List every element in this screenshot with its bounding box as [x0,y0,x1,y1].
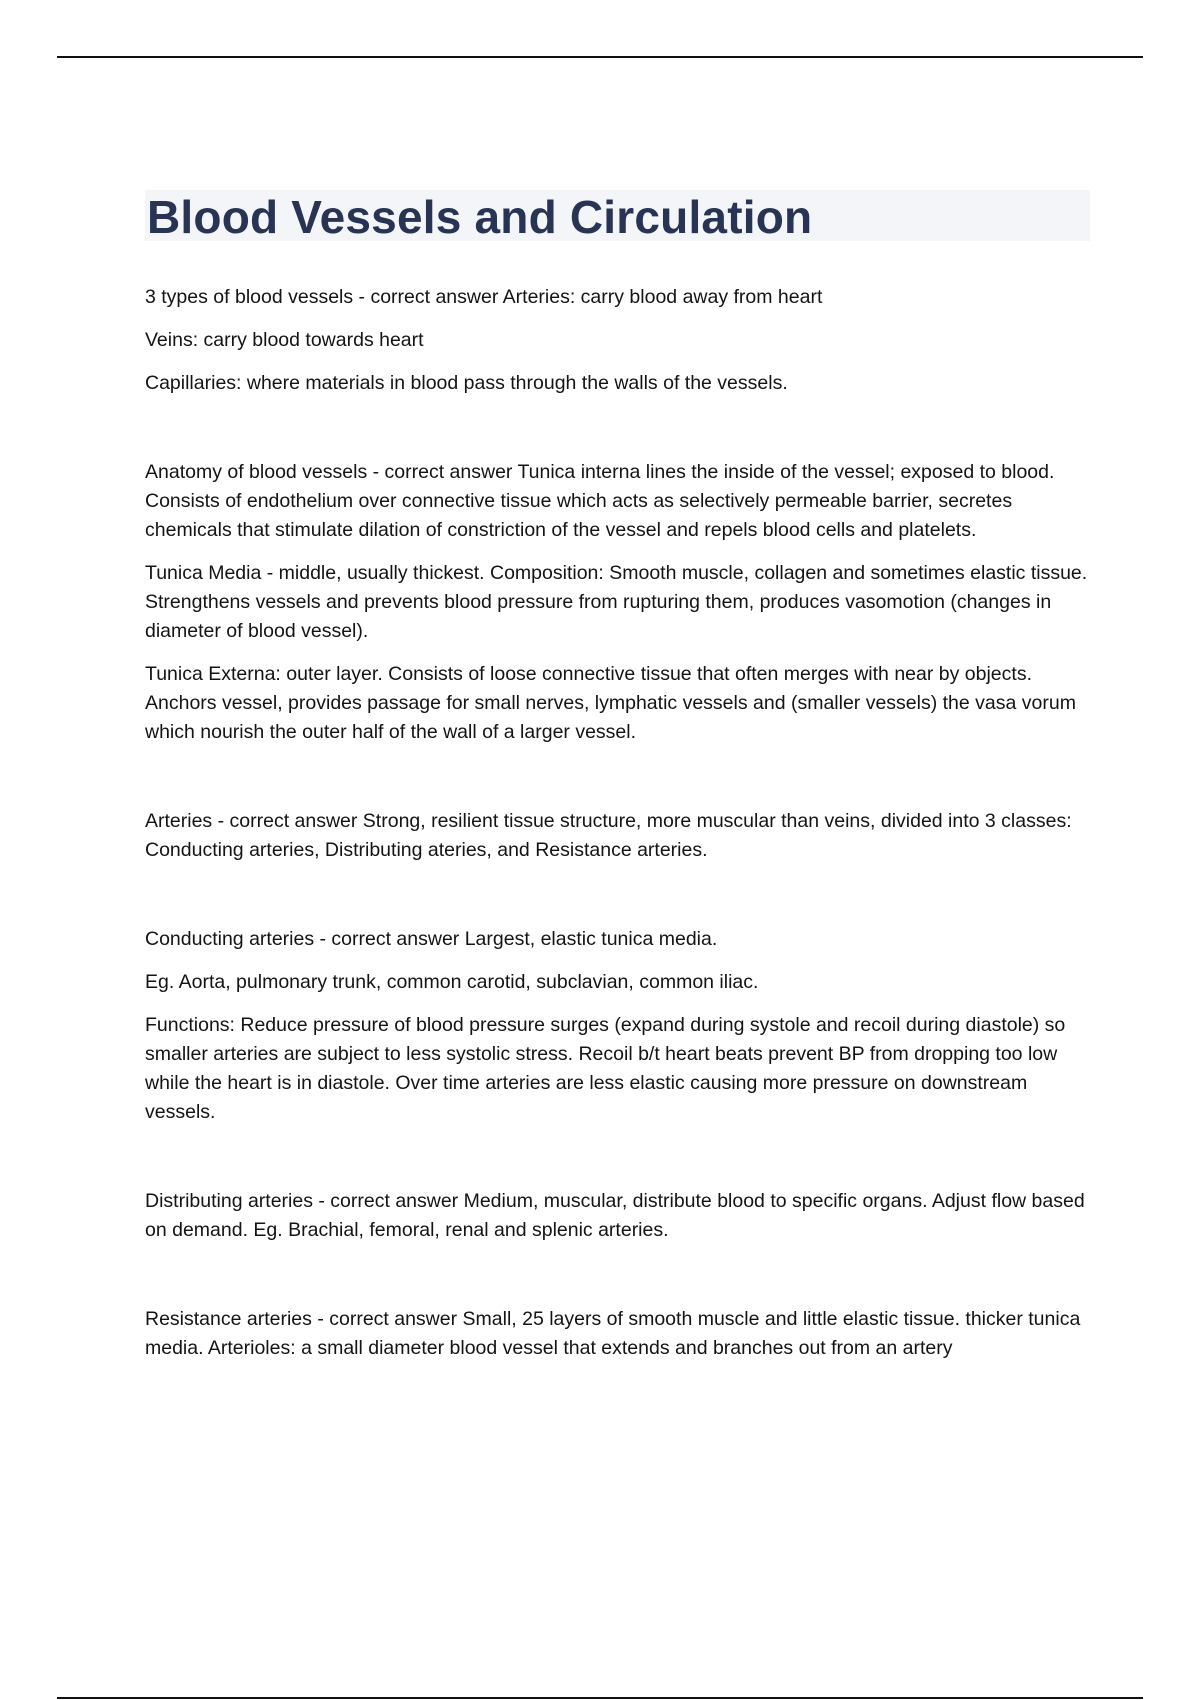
top-rule [57,56,1143,58]
entry-paragraph: Functions: Reduce pressure of blood pressure surges (expand during systole and recoil during diastole) so smaller arteries are subject to less systolic stress. Recoil b/t heart beats prevent BP from dropping too low while the heart is in diastole. Over time arteries are less elastic causing more pressure on downstream vessels. [145,1014,1066,1123]
entry-paragraph: Arteries - correct answer Strong, resilient tissue structure, more muscular than veins, divided into 3 classes: Conducting arteries, Distributing ateries, and Resistance arteries. [145,810,1072,861]
entry-paragraph: Distributing arteries - correct answer Medium, muscular, distribute blood to specific organs. Adjust flow based on demand. Eg. Brachial, femoral, renal and splenic arteries. [145,1190,1085,1241]
page-title: Blood Vessels and Circulation [147,191,813,243]
entry-paragraph: Capillaries: where materials in blood pass through the walls of the vessels. [145,372,788,394]
entry-paragraph: Anatomy of blood vessels - correct answer Tunica interna lines the inside of the vessel; exposed to blood. Consists of endothelium over connective tissue which acts as selectively permeable barrier, secretes chemicals that stimulate dilation of constriction of the vessel and repels blood cells and platelets. [145,461,1055,541]
entry-resistance-arteries [145,1305,1090,1363]
document-body [145,190,1090,1423]
entry-paragraph: Eg. Aorta, pulmonary trunk, common carotid, subclavian, common iliac. [145,971,759,993]
entry-paragraph: Veins: carry blood towards heart [145,329,424,351]
entry-paragraph: Tunica Media - middle, usually thickest. Composition: Smooth muscle, collagen and sometimes elastic tissue. Strengthens vessels and prevents blood pressure from rupturing them, produces vasomotion (changes in diameter of blood vessel). [145,562,1088,642]
entry-paragraph: Resistance arteries - correct answer Small, 25 layers of smooth muscle and little elastic tissue. thicker tunica media. Arterioles: a small diameter blood vessel that extends and branches out from an artery [145,1308,1081,1359]
bottom-rule [57,1697,1143,1699]
entry-blood-vessel-types [145,283,1090,398]
entry-anatomy [145,458,1090,747]
entry-paragraph: 3 types of blood vessels - correct answer Arteries: carry blood away from heart [145,286,823,308]
title-banner [145,190,1090,241]
entry-paragraph: Conducting arteries - correct answer Largest, elastic tunica media. [145,928,718,950]
entry-arteries [145,807,1090,865]
entry-conducting-arteries [145,925,1090,1127]
entry-distributing-arteries [145,1187,1090,1245]
entry-paragraph: Tunica Externa: outer layer. Consists of loose connective tissue that often merges with near by objects. Anchors vessel, provides passage for small nerves, lymphatic vessels and (smaller vessels) the vasa vorum which nourish the outer half of the wall of a larger vessel. [145,663,1076,743]
